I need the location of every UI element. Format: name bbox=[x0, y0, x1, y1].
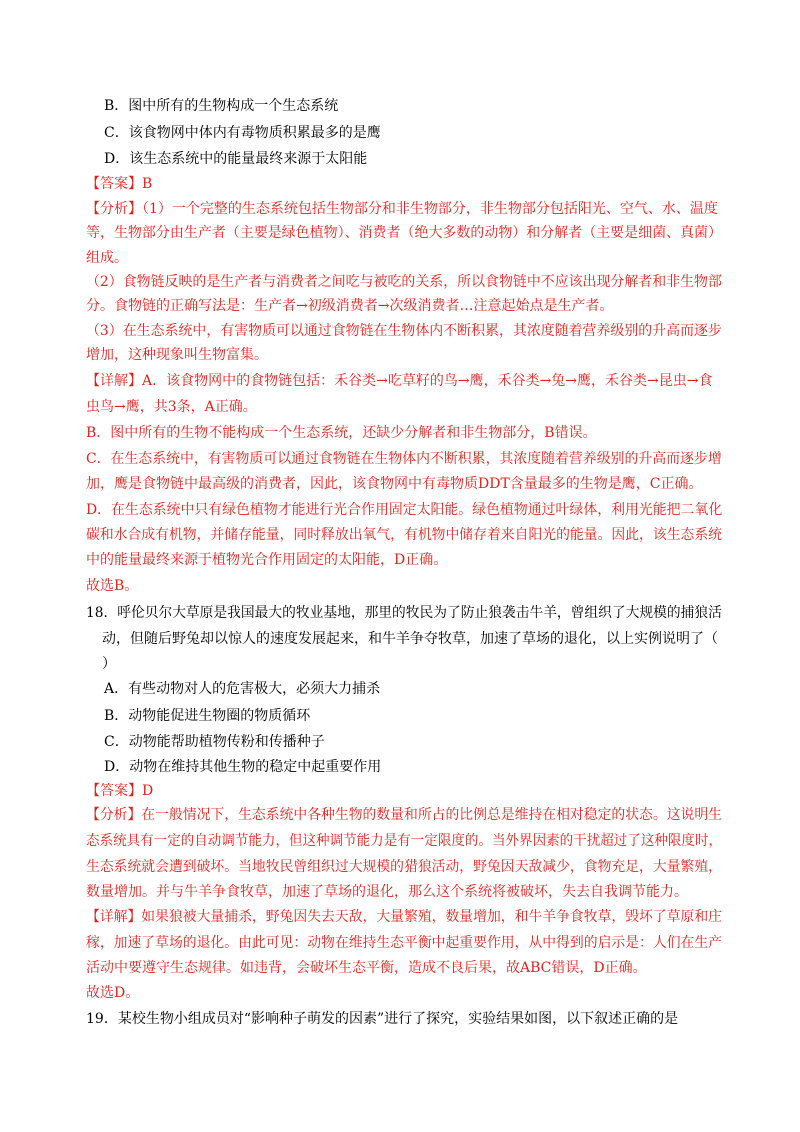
q17-detail-line: C．在生态系统中，有害物质可以通过食物链在生物体内不断积累，其浓度随着营养级别的升高而逐步增 bbox=[86, 451, 722, 467]
q17-detail-line: 加，鹰是食物链中最高级的消费者，因此，该食物网中有毒物质DDT含量最多的生物是鹰，C正确。 bbox=[86, 476, 703, 492]
q17-detail-line: B．图中所有的生物不能构成一个生态系统，还缺少分解者和非生物部分，B错误。 bbox=[86, 425, 597, 441]
q18-analysis-line: 【分析】在一般情况下，生态系统中各种生物的数量和所占的比例总是维持在相对稳定的状态。这说明生 bbox=[86, 807, 723, 823]
q17-detail-line: 虫鸟→鹰，共3条，A正确。 bbox=[86, 399, 257, 415]
q17-option-b: B．图中所有的生物构成一个生态系统 bbox=[104, 98, 339, 114]
q18-conclusion: 故选D。 bbox=[86, 985, 140, 1001]
q18-analysis-line: 态系统具有一定的自动调节能力，但这种调节能力是有一定限度的。当外界因素的干扰超过了这种限度时， bbox=[86, 833, 723, 849]
q17-analysis-line: （2）食物链反映的是生产者与消费者之间吃与被吃的关系，所以食物链中不应该出现分解者和非生物部 bbox=[86, 274, 722, 290]
q17-analysis-line: 分。食物链的正确写法是：生产者→初级消费者→次级消费者…注意起始点是生产者。 bbox=[86, 298, 614, 314]
q17-analysis-line: 【分析】（1）一个完整的生态系统包括生物部分和非生物部分，非生物部分包括阳光、空气、水、温度 bbox=[86, 201, 718, 217]
q17-option-d: D．该生态系统中的能量最终来源于太阳能 bbox=[104, 151, 368, 167]
q17-option-c: C．该食物网中体内有毒物质积累最多的是鹰 bbox=[104, 125, 381, 141]
q18-answer: 【答案】D bbox=[86, 783, 154, 799]
q17-detail-line: D．在生态系统中只有绿色植物才能进行光合作用固定太阳能。绿色植物通过叶绿体，利用光能把二氧化 bbox=[86, 502, 723, 518]
q17-detail-line: 碳和水合成有机物，并储存能量，同时释放出氧气，有机物中储存着来自阳光的能量。因此，该生态系统 bbox=[86, 527, 723, 543]
q18-option-a: A．有些动物对人的危害极大，必须大力捕杀 bbox=[104, 681, 381, 697]
q17-analysis-line: 组成。 bbox=[86, 250, 128, 266]
q18-stem-line: 18．呼伦贝尔大草原是我国最大的牧业基地，那里的牧民为了防止狼袭击牛羊，曾组织了大规模的捕狼活 bbox=[86, 605, 722, 621]
q17-conclusion: 故选B。 bbox=[86, 578, 139, 594]
q18-option-d: D．动物在维持其他生物的稳定中起重要作用 bbox=[104, 759, 382, 775]
q18-stem-line: ） bbox=[102, 656, 116, 672]
q18-analysis-line: 生态系统就会遭到破坏。当地牧民曾组织过大规模的猎狼活动，野兔因天敌减少，食物充足，大量繁殖， bbox=[86, 859, 723, 875]
q19-stem: 19．某校生物小组成员对“影响种子萌发的因素”进行了探究，实验结果如图，以下叙述正确的是 bbox=[86, 1011, 679, 1027]
q17-analysis-line: 等，生物部分由生产者（主要是绿色植物）、消费者（绝大多数的动物）和分解者（主要是细菌、真菌） bbox=[86, 225, 722, 241]
q18-option-b: B．动物能促进生物圈的物质循环 bbox=[104, 708, 311, 724]
q17-answer: 【答案】B bbox=[86, 176, 153, 192]
q18-stem-line: 动，但随后野兔却以惊人的速度发展起来，和牛羊争夺牧草，加速了草场的退化，以上实例说明了（ bbox=[102, 631, 718, 647]
q17-analysis-line: （3）在生态系统中，有害物质可以通过食物链在生物体内不断积累，其浓度随着营养级别的升高而逐步 bbox=[86, 323, 722, 339]
q18-detail-line: 【详解】如果狼被大量捕杀，野兔因失去天敌，大量繁殖，数量增加，和牛羊争食牧草，毁坏了草原和庄 bbox=[86, 909, 723, 925]
q17-detail-line: 【详解】A．该食物网中的食物链包括：禾谷类→吃草籽的鸟→鹰，禾谷类→兔→鹰，禾谷类→昆虫→食 bbox=[86, 373, 713, 389]
q18-analysis-line: 数量增加。并与牛羊争食牧草，加速了草场的退化，那么这个系统将被破坏，失去自我调节能力。 bbox=[86, 884, 688, 900]
q17-detail-line: 中的能量最终来源于植物光合作用固定的太阳能，D正确。 bbox=[86, 552, 448, 568]
q18-option-c: C．动物能帮助植物传粉和传播种子 bbox=[104, 734, 325, 750]
q18-detail-line: 稼，加速了草场的退化。由此可见：动物在维持生态平衡中起重要作用，从中得到的启示是：人们在生产 bbox=[86, 935, 723, 951]
q17-analysis-line: 增加，这种现象叫生物富集。 bbox=[86, 347, 268, 363]
q18-detail-line: 活动中要遵守生态规律。如违背，会破坏生态平衡，造成不良后果，故ABC错误，D正确。 bbox=[86, 960, 647, 976]
